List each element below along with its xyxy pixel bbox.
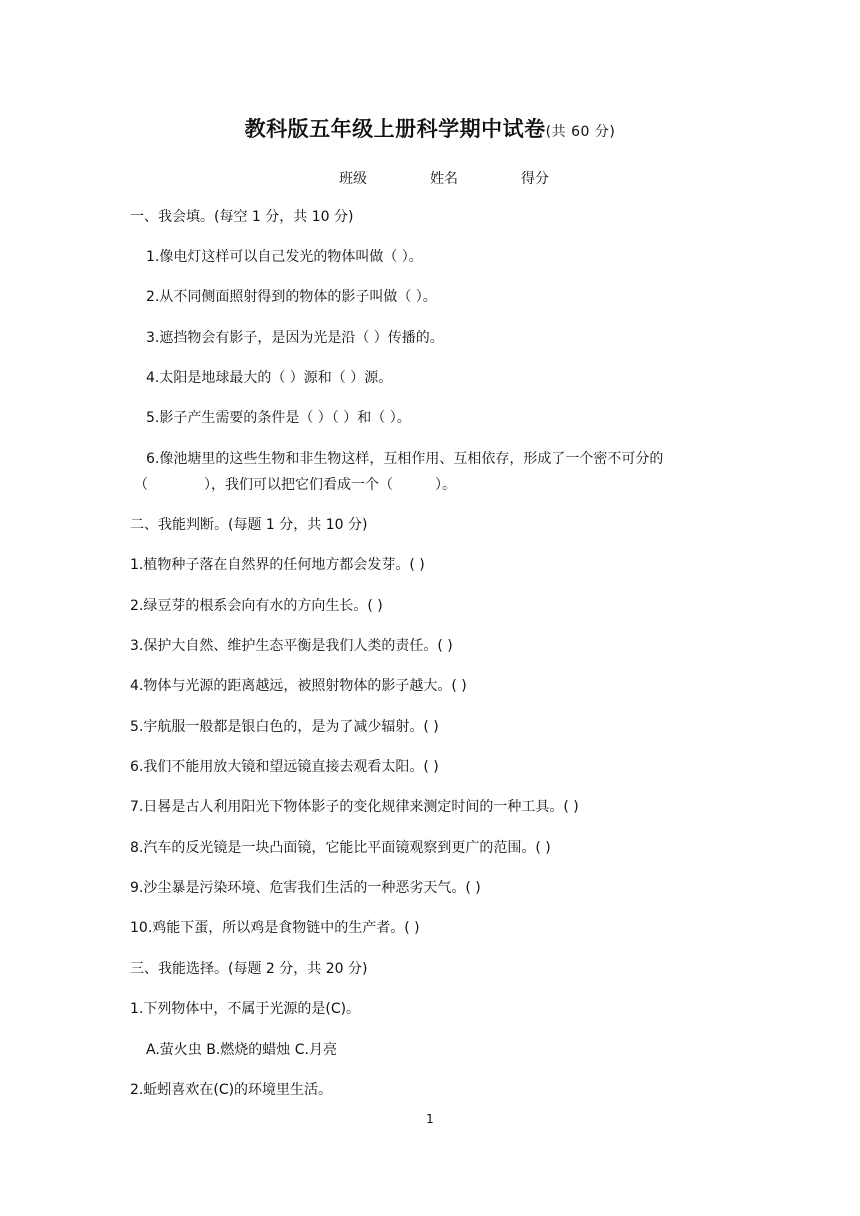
fill-blank-item: 2.从不同侧面照射得到的物体的影子叫做（ ）。: [146, 289, 437, 305]
judge-item: 7.日晷是古人利用阳光下物体影子的变化规律来测定时间的一种工具。( ): [130, 799, 579, 815]
judge-item: 5.宇航服一般都是银白色的，是为了减少辐射。( ): [130, 719, 439, 735]
judge-item: 10.鸡能下蛋，所以鸡是食物链中的生产者。( ): [130, 920, 420, 936]
choice-question: 2.蚯蚓喜欢在(C)的环境里生活。: [130, 1082, 333, 1098]
title-text: 教科版五年级上册科学期中试卷: [244, 117, 546, 141]
fill-blank-item: 5.影子产生需要的条件是（ ）（ ）和（ ）。: [146, 410, 411, 426]
judge-item: 3.保护大自然、维护生态平衡是我们人类的责任。( ): [130, 638, 453, 654]
judge-item: 1.植物种子落在自然界的任何地方都会发芽。( ): [130, 557, 425, 573]
score-label: 得分: [521, 171, 549, 187]
judge-item: 2.绿豆芽的根系会向有水的方向生长。( ): [130, 598, 383, 614]
title-score-note: (共 60 分): [545, 124, 616, 140]
judge-item: 6.我们不能用放大镜和望远镜直接去观看太阳。( ): [130, 759, 439, 775]
page-number: 1: [426, 1112, 434, 1126]
choice-options: A.萤火虫 B.燃烧的蜡烛 C.月亮: [146, 1042, 337, 1058]
fill-blank-item: 6.像池塘里的这些生物和非生物这样，互相作用、互相依存，形成了一个密不可分的: [146, 451, 664, 467]
section-1-heading: 一、我会填。(每空 1 分，共 10 分): [130, 209, 354, 225]
judge-item: 4.物体与光源的距离越远，被照射物体的影子越大。( ): [130, 678, 467, 694]
class-label: 班级: [339, 171, 367, 187]
choice-question: 1.下列物体中，不属于光源的是(C)。: [130, 1001, 361, 1017]
fill-blank-item: 1.像电灯这样可以自己发光的物体叫做（ ）。: [146, 249, 423, 265]
exam-title: [0, 113, 860, 143]
fill-blank-item: 4.太阳是地球最大的（ ）源和（ ）源。: [146, 370, 393, 386]
section-2-heading: 二、我能判断。(每题 1 分，共 10 分): [130, 517, 368, 533]
section-3-heading: 三、我能选择。(每题 2 分，共 20 分): [130, 961, 368, 977]
name-label: 姓名: [430, 171, 458, 187]
fill-blank-item: 3.遮挡物会有影子，是因为光是沿（ ）传播的。: [146, 330, 444, 346]
judge-item: 9.沙尘暴是污染环境、危害我们生活的一种恶劣天气。( ): [130, 880, 481, 896]
fill-blank-item-continuation: （ ），我们可以把它们看成一个（ ）。: [134, 477, 456, 493]
judge-item: 8.汽车的反光镜是一块凸面镜，它能比平面镜观察到更广的范围。( ): [130, 840, 551, 856]
